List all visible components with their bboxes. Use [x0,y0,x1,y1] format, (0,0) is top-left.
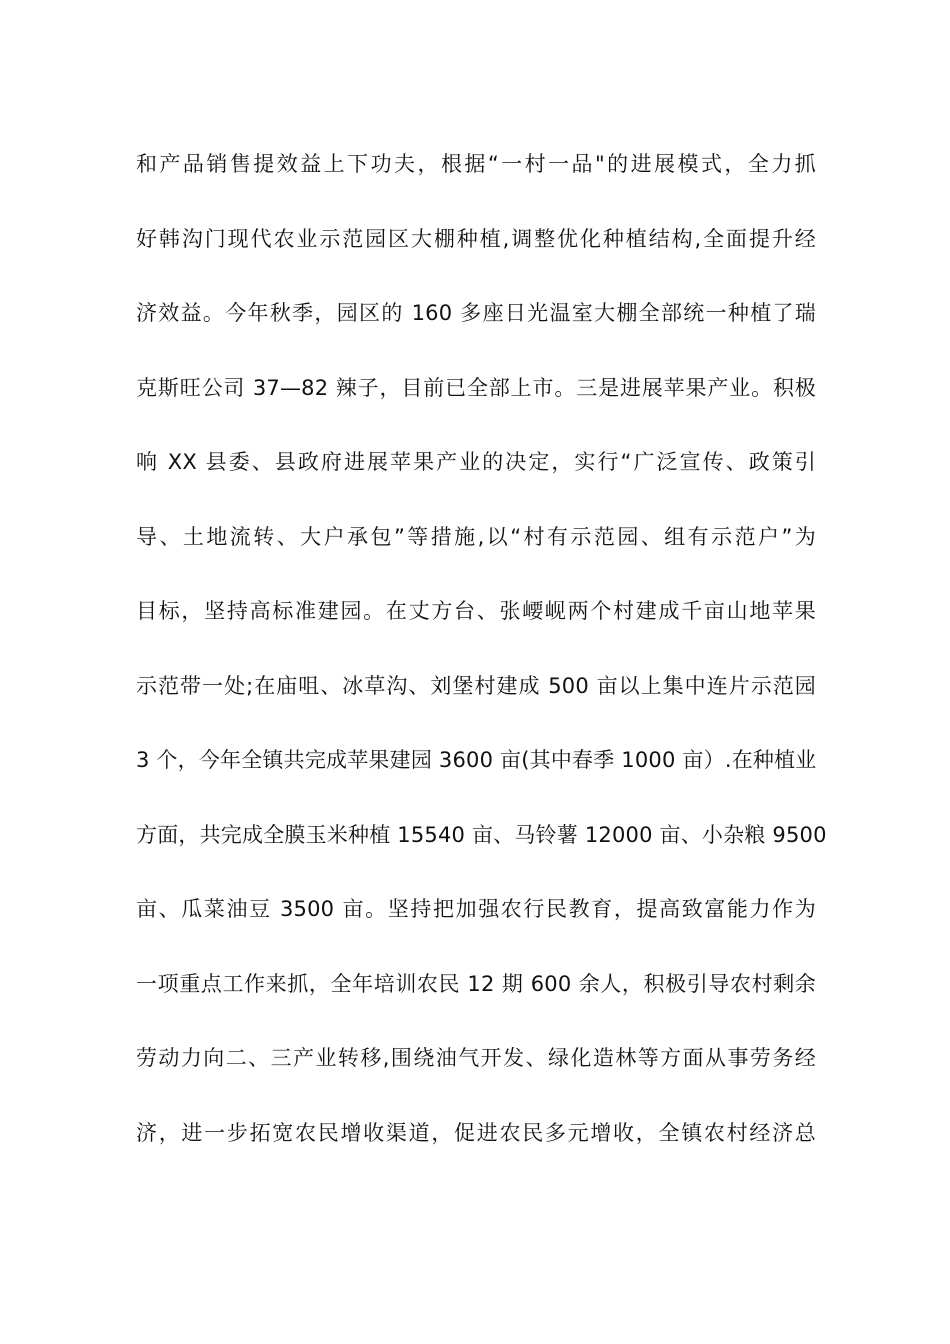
body-paragraph [136,138,827,1181]
text-line: 一项重点工作来抓，全年培训农民 12 期 600 余人，积极引导农村剩余 [136,971,816,996]
text-line: 劳动力向二、三产业转移,围绕油气开发、绿化造林等方面从事劳务经 [136,1046,816,1070]
text-line: 3 个，今年全镇共完成苹果建园 3600 亩(其中春季 1000 亩）.在种植业 [136,748,817,772]
text-line: 和产品销售提效益上下功夫，根据“一村一品"的进展模式，全力抓 [136,152,816,176]
text-line: 好韩沟门现代农业示范园区大棚种植,调整优化种植结构,全面提升经 [136,226,816,251]
text-line: 济效益。今年秋季，园区的 160 多座日光温室大棚全部统一种植了瑞 [136,301,816,325]
text-line: 济，进一步拓宽农民增收渠道，促进农民多元增收，全镇农村经济总 [136,1120,816,1145]
text-line: 方面，共完成全膜玉米种植 15540 亩、马铃薯 12000 亩、小杂粮 9500 [136,822,827,847]
text-line: 目标，坚持高标准建园。在丈方台、张崾岘两个村建成千亩山地苹果 [136,599,816,623]
text-line: 亩、瓜菜油豆 3500 亩。坚持把加强农行民教育，提高致富能力作为 [136,897,816,921]
text-line: 响 XX 县委、县政府进展苹果产业的决定，实行“广泛宣传、政策引 [136,450,816,474]
text-line: 导、土地流转、大户承包”等措施,以“村有示范园、组有示范户”为 [136,524,816,549]
text-line: 克斯旺公司 37—82 辣子，目前已全部上市。三是进展苹果产业。积极 [136,375,816,400]
text-line: 示范带一处;在庙咀、冰草沟、刘堡村建成 500 亩以上集中连片示范园 [136,673,816,698]
